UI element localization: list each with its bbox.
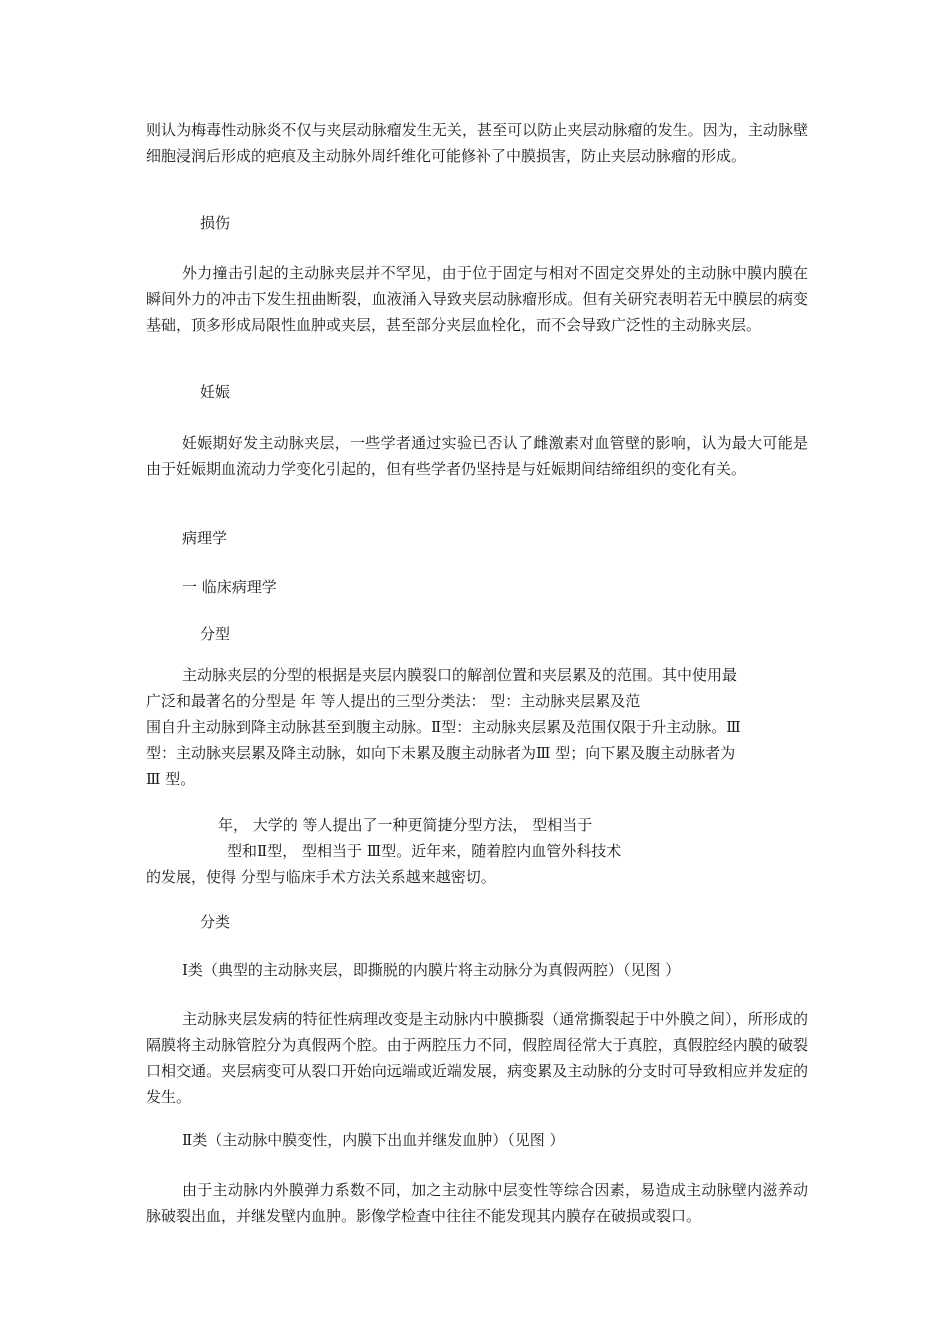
paragraph-injury: 外力撞击引起的主动脉夹层并不罕见，由于位于固定与相对不固定交界处的主动脉中膜内膜在瞬间外力的冲击下发生扭曲断裂，血液涌入导致夹层动脉瘤形成。但有关研究表明若无中膜层的病变基础，顶多形成局限性血肿或夹层，甚至部分夹层血栓化，而不会导致广泛性的主动脉夹层。 [146,264,808,334]
heading-classification: 分类 [200,913,231,931]
heading-clinical-pathology: 一 临床病理学 [182,578,277,596]
paragraph-pregnancy: 妊娠期好发主动脉夹层，一些学者通过实验已否认了雌激素对血管壁的影响，认为最大可能是由于妊娠期血流动力学变化引起的，但有些学者仍坚持是与妊娠期间结缔组织的变化有关。 [146,434,808,478]
heading-class-1: Ⅰ类（典型的主动脉夹层，即撕脱的内膜片将主动脉分为真假两腔）（见图 ） [182,961,681,979]
paragraph-class-1: 主动脉夹层发病的特征性病理改变是主动脉内中膜撕裂（通常撕裂起于中外膜之间），所形成的隔膜将主动脉管腔分为真假两个腔。由于两腔压力不同，假腔周径常大于真腔，真假腔经内膜的破裂口相交通。夹层病变可从裂口开始向远端或近端发展，病变累及主动脉的分支时可导致相应并发症的发生。 [146,1010,808,1106]
typing-line-4: 型：主动脉夹层累及降主动脉，如向下未累及腹主动脉者为Ⅲ 型；向下累及腹主动脉者为 [146,744,736,762]
heading-injury: 损伤 [200,214,231,232]
heading-typing: 分型 [200,625,231,643]
paragraph-class-2: 由于主动脉内外膜弹力系数不同，加之主动脉中层变性等综合因素，易造成主动脉壁内滋养动脉破裂出血，并继发壁内血肿。影像学检查中往往不能发现其内膜存在破损或裂口。 [146,1181,808,1225]
typing-line-3: 围自升主动脉到降主动脉甚至到腹主动脉。Ⅱ型：主动脉夹层累及范围仅限于升主动脉。Ⅲ [146,718,741,736]
heading-class-2: Ⅱ类（主动脉中膜变性，内膜下出血并继发血肿）（见图 ） [182,1131,565,1149]
typing-line-1: 主动脉夹层的分型的根据是夹层内膜裂口的解剖位置和夹层累及的范围。其中使用最 [182,666,738,684]
stanford-line-3: 的发展，使得 分型与临床手术方法关系越来越密切。 [146,868,496,886]
heading-pathology: 病理学 [182,529,228,547]
typing-line-2: 广泛和最著名的分型是 年 等人提出的三型分类法： 型：主动脉夹层累及范 [146,692,641,710]
stanford-line-1: 年， 大学的 等人提出了一种更简捷分型方法， 型相当于 [218,816,593,834]
stanford-line-2: 型和Ⅱ型， 型相当于 Ⅲ型。近年来，随着腔内血管外科技术 [227,842,622,860]
typing-line-5: Ⅲ 型。 [146,770,196,788]
heading-pregnancy: 妊娠 [200,383,231,401]
paragraph-syphilis: 则认为梅毒性动脉炎不仅与夹层动脉瘤发生无关，甚至可以防止夹层动脉瘤的发生。因为，主动脉壁细胞浸润后形成的疤痕及主动脉外周纤维化可能修补了中膜损害，防止夹层动脉瘤的形成。 [146,121,808,165]
